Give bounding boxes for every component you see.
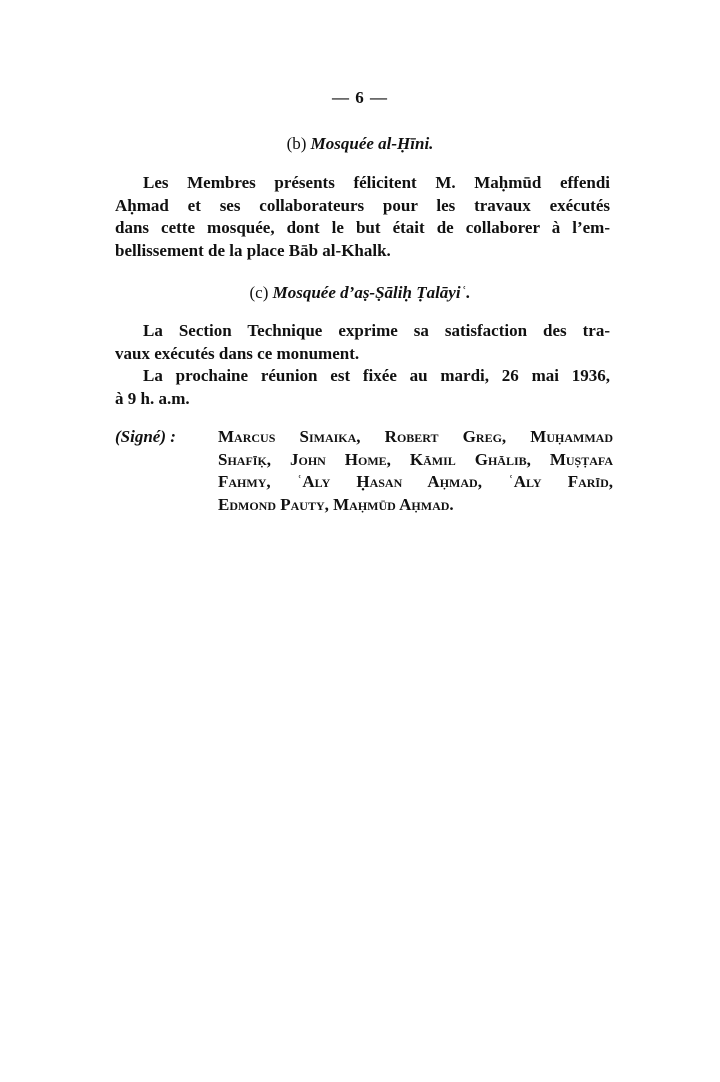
signatory-names <box>218 426 613 516</box>
signatory-line: Edmond Pauty, Maḥmūd Aḥmad. <box>218 494 454 514</box>
paragraph-line: Aḥmad et ses collaborateurs pour les travaux exécutés <box>115 195 610 215</box>
page-number: — 6 — <box>332 88 388 107</box>
section-letter-c: (c) <box>249 283 269 302</box>
paragraph-line: La Section Technique exprime sa satisfaction des tra- <box>143 321 610 340</box>
signatory-line: Fahmy, ʿAly Ḥasan Aḥmad, ʿAly Farīd, <box>218 472 613 491</box>
signatory-line: Marcus Simaika, Robert Greg, Muḥammad <box>218 427 613 446</box>
paragraph-line: Les Membres présents félicitent M. Maḥmūd effendi <box>143 173 610 192</box>
section-letter-b: (b) <box>286 134 307 153</box>
paragraph-mosque-salih-talayi <box>115 320 610 365</box>
paragraph-mosque-al-hini <box>115 172 610 262</box>
paragraph-line: vaux exécutés dans ce monument. <box>115 343 360 363</box>
signature-label: (Signé) : <box>115 427 176 446</box>
paragraph-line: La prochaine réunion est fixée au mardi, 26 mai 1936, <box>143 366 610 385</box>
section-heading-c <box>0 283 720 303</box>
section-title-b: Mosquée al-Ḥīni. <box>310 134 434 153</box>
paragraph-line: dans cette mosquée, dont le but était de collaborer à l’em- <box>115 218 610 237</box>
signatory-line: Shafīḳ, John Home, Kāmil Ghālib, Muṣṭafa <box>218 449 613 469</box>
paragraph-line: à 9 h. a.m. <box>115 388 190 408</box>
section-title-c: Mosquée d’aṣ-Ṣāliḥ Ṭalāyiʿ. <box>272 283 471 302</box>
paragraph-line: bellissement de la place Bāb al-Khalk. <box>115 240 391 260</box>
section-heading-b <box>0 134 720 154</box>
paragraph-next-meeting <box>115 365 610 410</box>
